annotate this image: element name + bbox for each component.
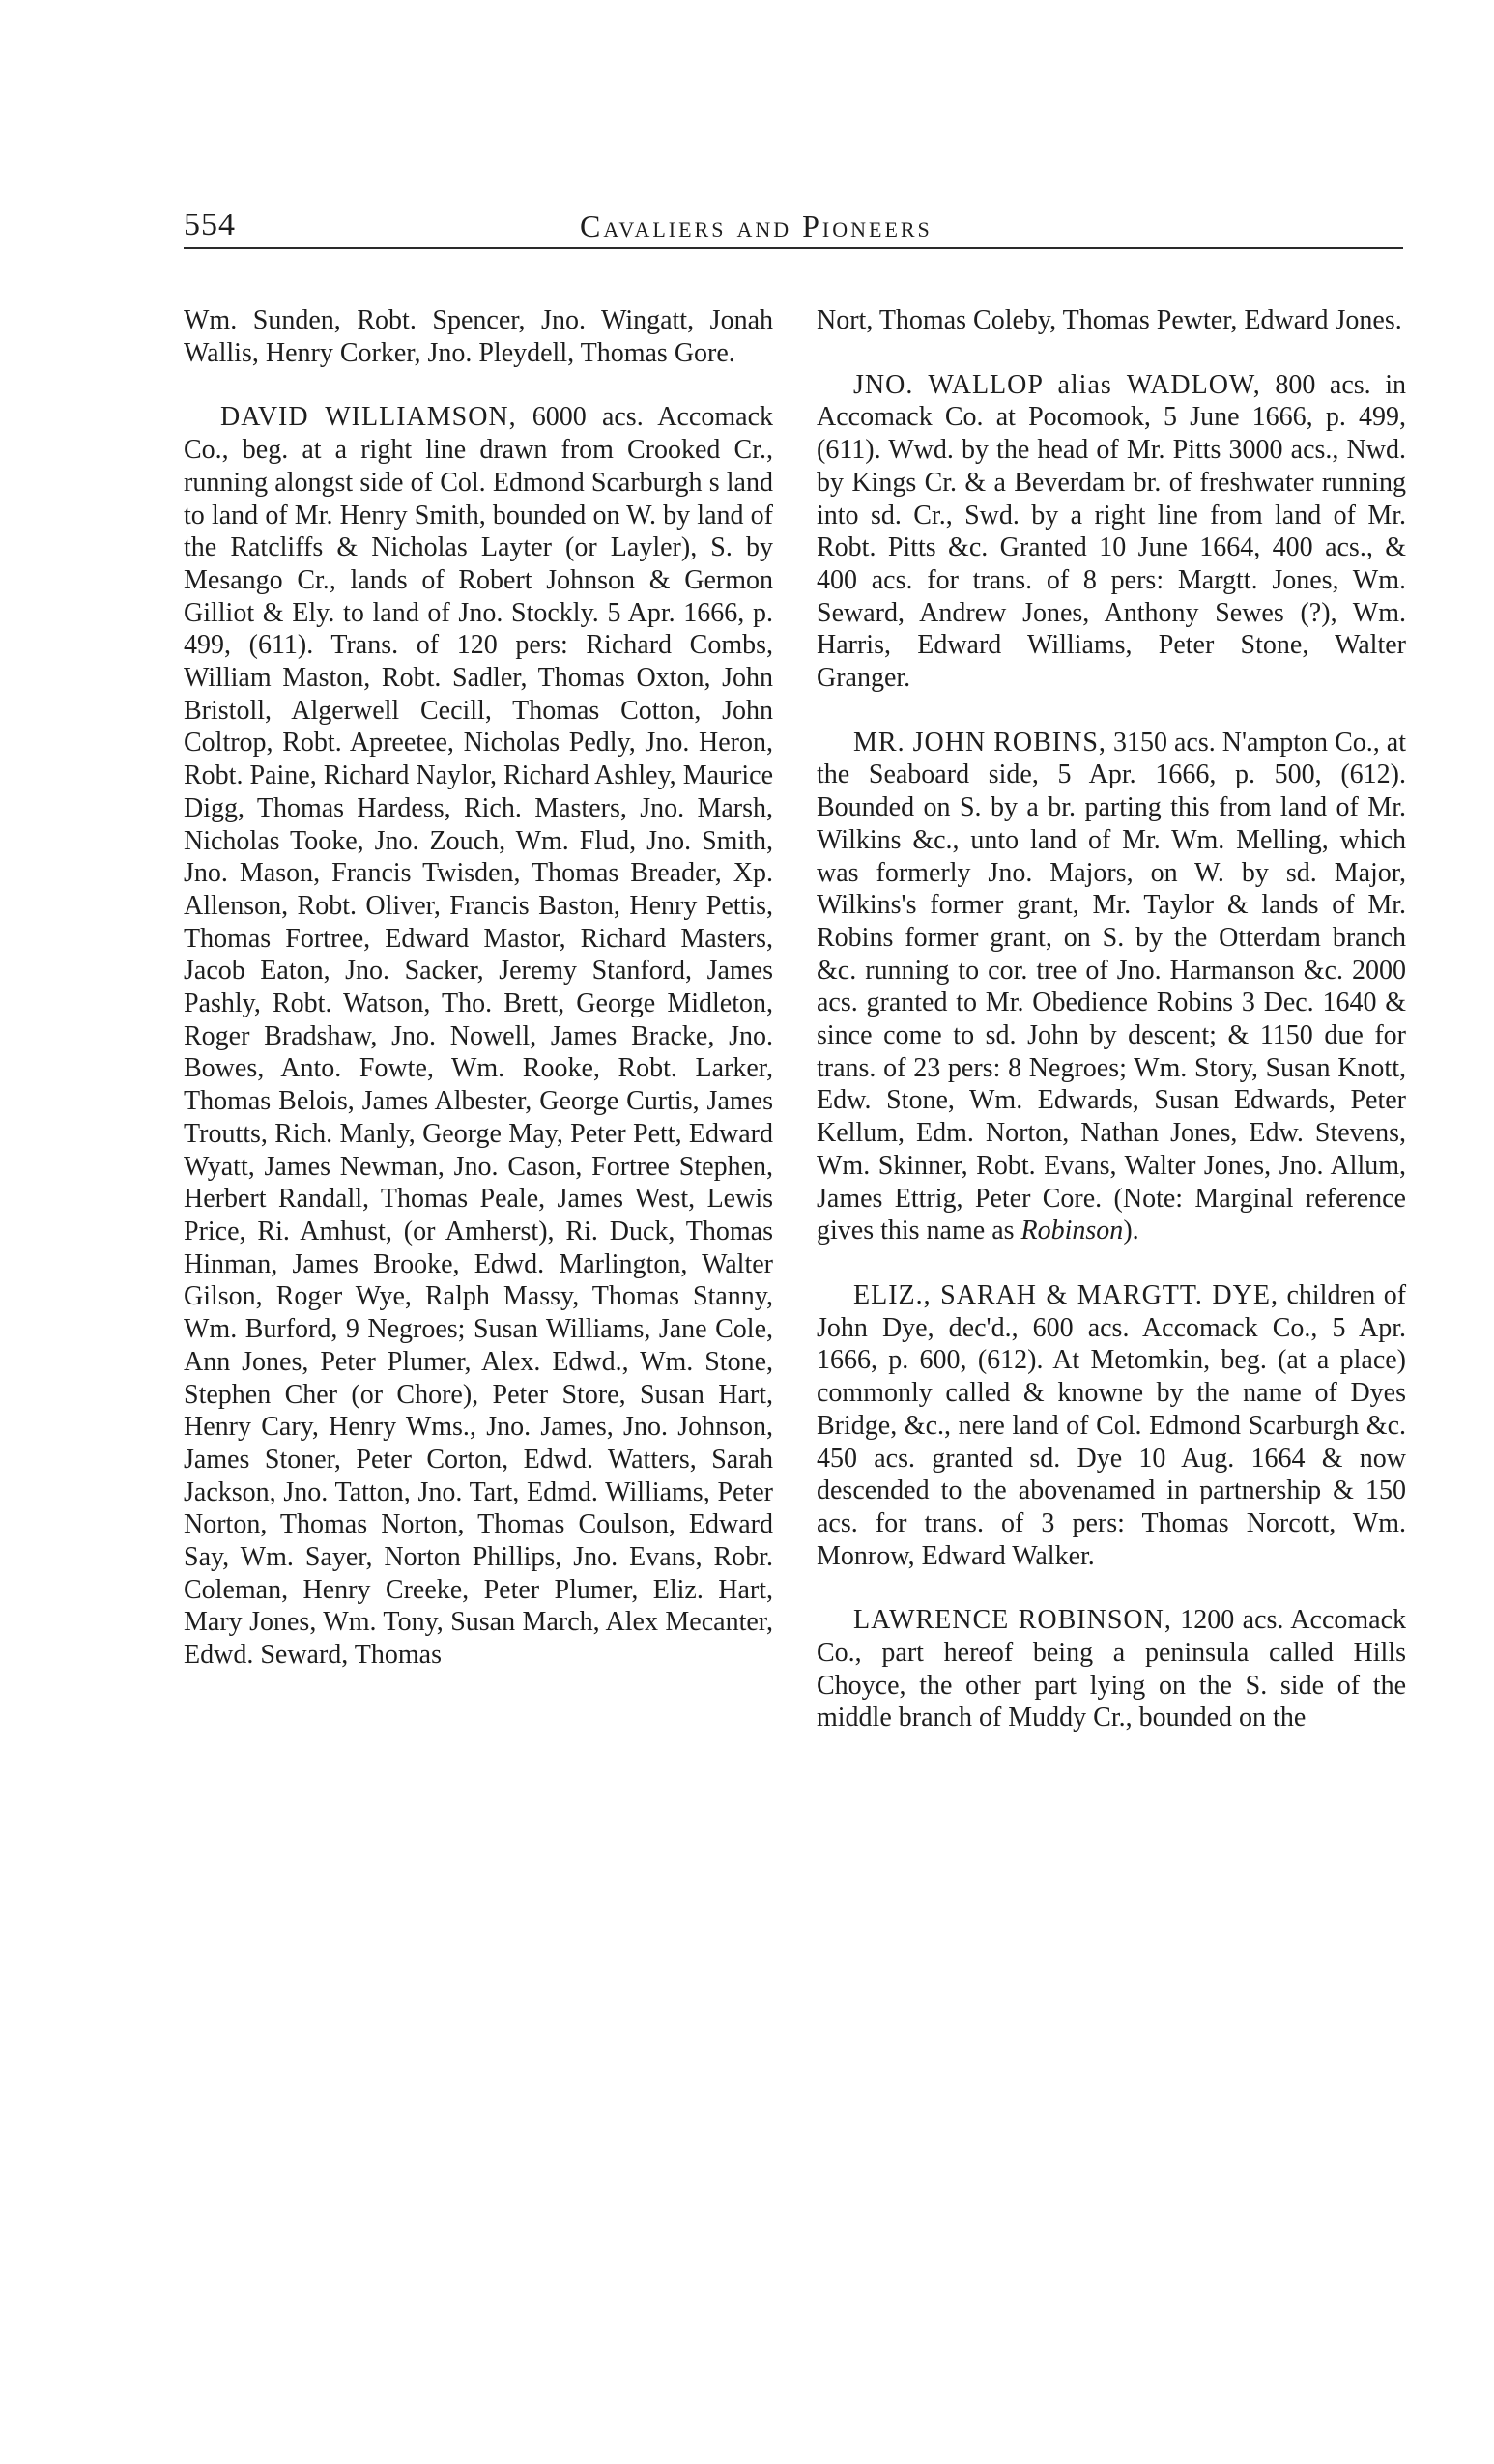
- book-title: Cavaliers and Pioneers: [580, 209, 933, 244]
- entry-paragraph: [817, 727, 1406, 1247]
- entry-paragraph: [817, 1279, 1406, 1572]
- entry-text: 800 acs. in Accomack Co. at Pocomook, 5 June 1666, p. 499, (611). Wwd. by the head of Mr. Pitts 3000 acs., Nwd. by Kings Cr. & a Beverdam br. of freshwater running into sd. Cr., Swd. by a right line from land of Mr. Robt. Pitts &c. Granted 10 June 1664, 400 acs., & 400 acs. for trans. of 8 pers: Margtt. Jones, Wm. Seward, Andrew Jones, Anthony Sewes (?), Wm. Harris, Edward Williams, Peter Stone, Walter Granger.: [817, 369, 1406, 694]
- entry-text-tail: ).: [1123, 1216, 1139, 1246]
- entry-continued-names: [184, 304, 773, 369]
- entry-text: Nort, Thomas Coleby, Thomas Pewter, Edward Jones.: [817, 305, 1402, 335]
- entry-david-williamson: [184, 401, 773, 1671]
- entry-text: children of John Dye, dec'd., 600 acs. Accomack Co., 5 Apr. 1666, p. 600, (612). At Metomkin, beg. (at a place) commonly called & knowne by the name of Dyes Bridge, &c., nere land of Col. Edmond Scarburgh &c. 450 acs. granted sd. Dye 10 Aug. 1664 & now descended to the abovenamed in partnership & 150 acs. for trans. of 3 pers: Thomas Norcott, Wm. Monrow, Edward Walker.: [817, 1279, 1407, 1571]
- left-column: [184, 304, 773, 1704]
- entry-heading: ELIZ., SARAH & MARGTT. DYE,: [853, 1279, 1279, 1310]
- entry-heading: LAWRENCE ROBINSON,: [853, 1605, 1172, 1636]
- italic-name: Robinson: [1020, 1216, 1124, 1246]
- entry-text: 3150 acs. N'ampton Co., at the Seaboard side, 5 Apr. 1666, p. 500, (612). Bounded on S. by a br. parting this from land of Mr. Wilkins &c., unto land of Mr. Wm. Melling, which was formerly Jno. Majors, on W. by sd. Major, Wilkins's former grant, Mr. Taylor & lands of Mr. Robins former grant, on S. by the Otterdam branch &c. running to cor. tree of Jno. Harmanson &c. 2000 acs. granted to Mr. Obedience Robins 3 Dec. 1640 & since come to sd. John by descent; & 1150 due for trans. of 23 pers: 8 Negroes; Wm. Story, Susan Knott, Edw. Stone, Wm. Edwards, Susan Edwards, Peter Kellum, Edm. Norton, Nathan Jones, Edw. Stevens, Wm. Skinner, Robt. Evans, Walter Jones, Jno. Allum, James Ettrig, Peter Core. (Note: Marginal reference gives this name as: [817, 727, 1407, 1246]
- entry-text: Wm. Sunden, Robt. Spencer, Jno. Wingatt, Jonah Wallis, Henry Corker, Jno. Pleydell, Thomas Gore.: [184, 305, 773, 368]
- entry-heading: MR. JOHN ROBINS,: [853, 727, 1106, 758]
- entry-paragraph: [817, 1604, 1406, 1734]
- entry-john-robins: [817, 727, 1406, 1247]
- entry-heading: DAVID WILLIAMSON,: [220, 402, 517, 433]
- running-head: [184, 203, 1403, 249]
- entry-lawrence-robinson: [817, 1604, 1406, 1734]
- entry-paragraph: [817, 369, 1406, 695]
- entry-paragraph: [184, 401, 773, 1671]
- entry-continued-names: [817, 304, 1406, 337]
- right-column: [817, 304, 1406, 1766]
- entry-heading: JNO. WALLOP alias WADLOW,: [853, 369, 1261, 400]
- entry-text: 6000 acs. Accomack Co., beg. at a right line drawn from Crooked Cr., running alongst side of Col. Edmond Scarburgh s land to land of Mr. Henry Smith, bounded on W. by land of the Ratcliffs & Nicholas Layter (or Layler), S. by Mesango Cr., lands of Robert Johnson & Germon Gilliot & Ely. to land of Jno. Stockly. 5 Apr. 1666, p. 499, (611). Trans. of 120 pers: Richard Combs, William Maston, Robt. Sadler, Thomas Oxton, John Bristoll, Algerwell Cecill, Thomas Cotton, John Coltrop, Robt. Apreetee, Nicholas Pedly, Jno. Heron, Robt. Paine, Richard Naylor, Richard Ashley, Maurice Digg, Thomas Hardess, Rich. Masters, Jno. Marsh, Nicholas Tooke, Jno. Zouch, Wm. Flud, Jno. Smith, Jno. Mason, Francis Twisden, Thomas Breader, Xp. Allenson, Robt. Oliver, Francis Baston, Henry Pettis, Thomas Fortree, Edward Mastor, Richard Masters, Jacob Eaton, Jno. Sacker, Jeremy Stanford, James Pashly, Robt. Watson, Tho. Brett, George Midleton, Roger Bradshaw, Jno. Nowell, James Bracke, Jno. Bowes, Anto. Fowte, Wm. Rooke, Robt. Larker, Thomas Belois, James Albester, George Curtis, James Troutts, Rich. Manly, George May, Peter Pett, Edward Wyatt, James Newman, Jno. Cason, Fortree Stephen, Herbert Randall, Thomas Peale, James West, Lewis Price, Ri. Amhust, (or Amherst), Ri. Duck, Thomas Hinman, James Brooke, Edwd. Marlington, Walter Gilson, Roger Wye, Ralph Massy, Thomas Stanny, Wm. Burford, 9 Negroes; Susan Williams, Jane Cole, Ann Jones, Peter Plumer, Alex. Edwd., Wm. Stone, Stephen Cher (or Chore), Peter Store, Susan Hart, Henry Cary, Henry Wms., Jno. James, Jno. Johnson, James Stoner, Peter Corton, Edwd. Watters, Sarah Jackson, Jno. Tatton, Jno. Tart, Edmd. Williams, Peter Norton, Thomas Norton, Thomas Coulson, Edward Say, Wm. Sayer, Norton Phillips, Jno. Evans, Robr. Coleman, Henry Creeke, Peter Plumer, Eliz. Hart, Mary Jones, Wm. Tony, Susan March, Alex Mecanter, Edwd. Seward, Thomas: [184, 402, 773, 1671]
- entry-dye-children: [817, 1279, 1406, 1572]
- entry-text: 1200 acs. Accomack Co., part hereof being a peninsula called Hills Choyce, the other part lying on the S. side of the middle branch of Muddy Cr., bounded on the: [817, 1605, 1407, 1733]
- entry-jno-wallop: [817, 369, 1406, 695]
- page-number: 554: [184, 207, 236, 243]
